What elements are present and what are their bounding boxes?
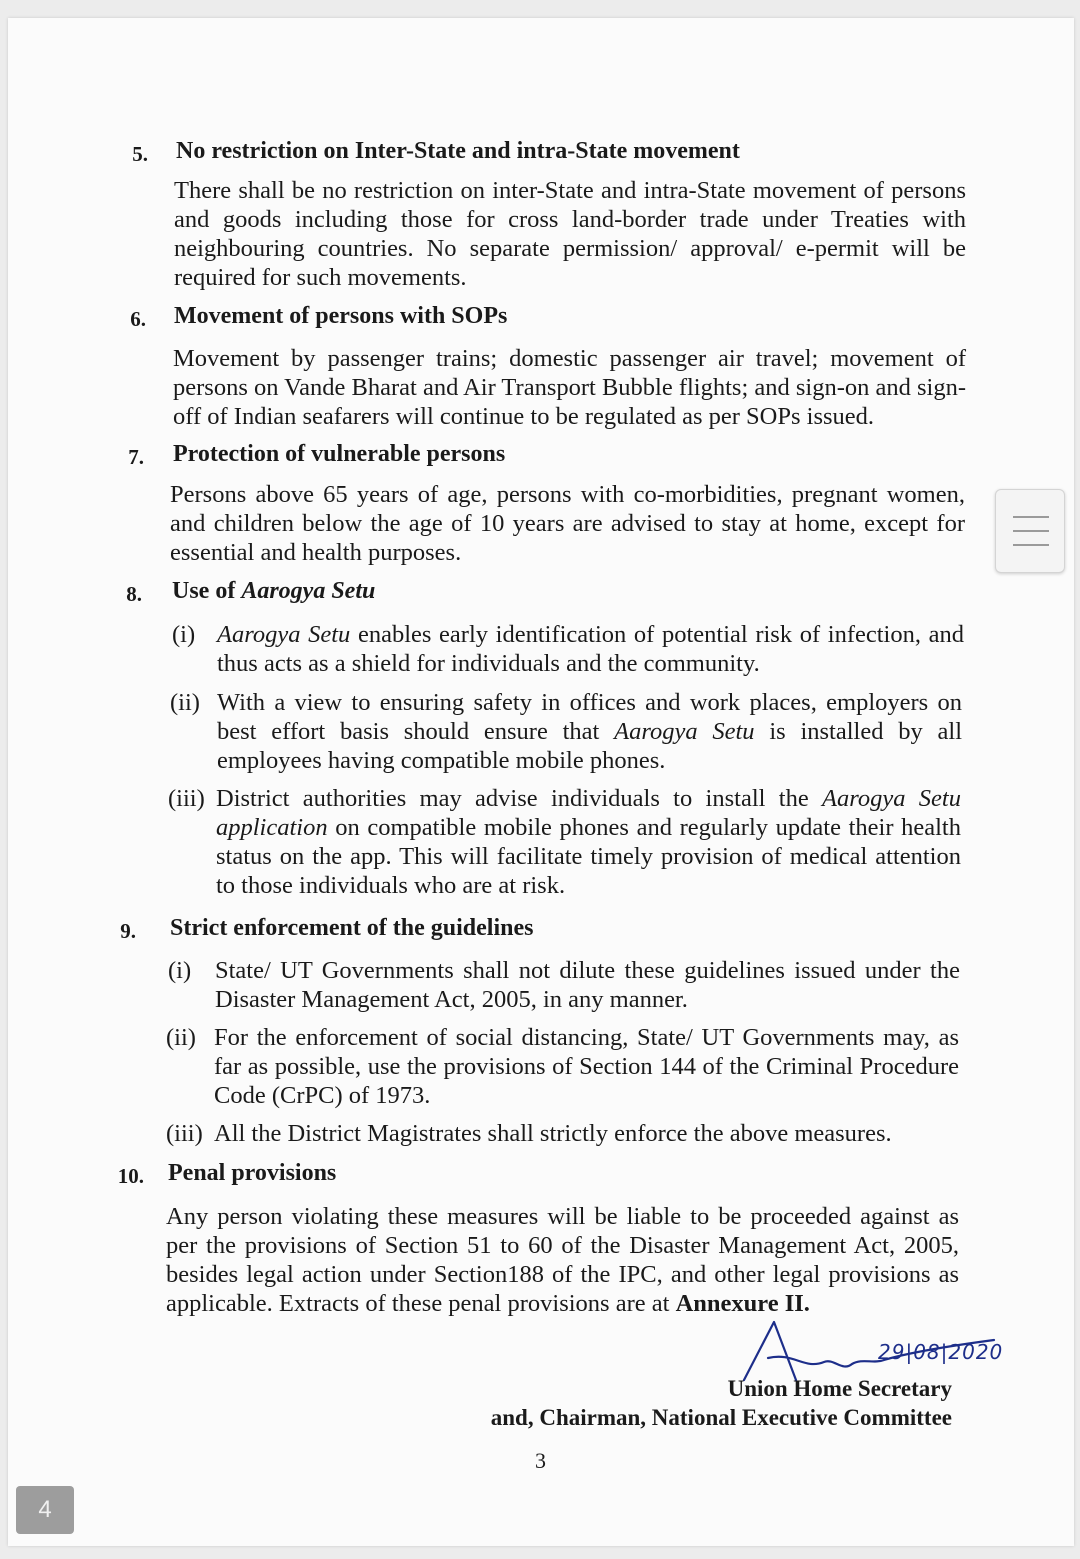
section-paragraph: Any person violating these measures will be liable to be proceeded against as per the provisions of Section 51 to 60 of the Disaster Management Act, 2005, besides legal action under Section188 of the IPC, and other legal provisions as applicable. Extracts of these penal provisions are at Annexure II. <box>166 1203 959 1317</box>
section-title: Protection of vulnerable persons <box>173 441 506 467</box>
section-number: 10. <box>117 1164 144 1188</box>
section-paragraph: Persons above 65 years of age, persons with co-morbidities, pregnant women, and children below the age of 10 years are advised to stay at home, except for essential and health purposes. <box>170 481 965 566</box>
section-number: 9. <box>120 919 136 943</box>
signatory-title: Union Home Secretary <box>727 1376 952 1401</box>
page-number: 3 <box>535 1448 546 1473</box>
section-paragraph: There shall be no restriction on inter-State and intra-State movement of persons and goods including those for cross land-border trade under Treaties with neighbouring countries. No separate permission/ approval/ e-permit will be required for such movements. <box>174 177 966 291</box>
signature-date: 29|08|2020 <box>878 1340 1004 1364</box>
section-number: 8. <box>126 582 142 606</box>
section-paragraph: Movement by passenger trains; domestic passenger air travel; movement of persons on Vande Bharat and Air Transport Bubble flights; and sign-on and sign-off of Indian seafarers will continue to be regulated as per SOPs issued. <box>173 345 967 430</box>
hamburger-menu-icon[interactable] <box>995 489 1065 573</box>
list-item: District authorities may advise individuals to install the Aarogya Setu application on compatible mobile phones and regularly update their health status on the app. This will facilitate timely provision of medical attention to those individuals who are at risk. <box>216 785 961 899</box>
list-item: State/ UT Governments shall not dilute these guidelines issued under the Disaster Management Act, 2005, in any manner. <box>215 957 960 1013</box>
page-indicator-badge[interactable]: 4 <box>16 1486 74 1534</box>
list-item: All the District Magistrates shall strictly enforce the above measures. <box>214 1120 892 1147</box>
section-number: 5. <box>132 142 148 166</box>
section-number: 7. <box>128 445 144 469</box>
document-page <box>8 18 1074 1546</box>
section-title: Movement of persons with SOPs <box>174 303 508 329</box>
section-title: Penal provisions <box>168 1160 337 1186</box>
section-title: Strict enforcement of the guidelines <box>170 915 534 941</box>
section-title: Use of Aarogya Setu <box>172 578 376 604</box>
item-number: (i) <box>168 957 192 984</box>
item-number: (ii) <box>166 1024 196 1051</box>
list-item: For the enforcement of social distancing, State/ UT Governments may, as far as possible, use the provisions of Section 144 of the Criminal Procedure Code (CrPC) of 1973. <box>214 1024 959 1109</box>
item-number: (ii) <box>170 689 200 716</box>
item-number: (iii) <box>166 1120 203 1147</box>
section-number: 6. <box>130 307 146 331</box>
list-item: Aarogya Setu enables early identification of potential risk of infection, and thus acts as a shield for individuals and the community. <box>217 621 964 677</box>
list-item: With a view to ensuring safety in offices and work places, employers on best effort basis should ensure that Aarogya Setu is installed by all employees having compatible mobile phones. <box>217 689 963 774</box>
section-title: No restriction on Inter-State and intra-State movement <box>176 138 740 164</box>
item-number: (iii) <box>168 785 205 812</box>
item-number: (i) <box>172 621 196 648</box>
signatory-role: and, Chairman, National Executive Committee <box>490 1405 952 1430</box>
